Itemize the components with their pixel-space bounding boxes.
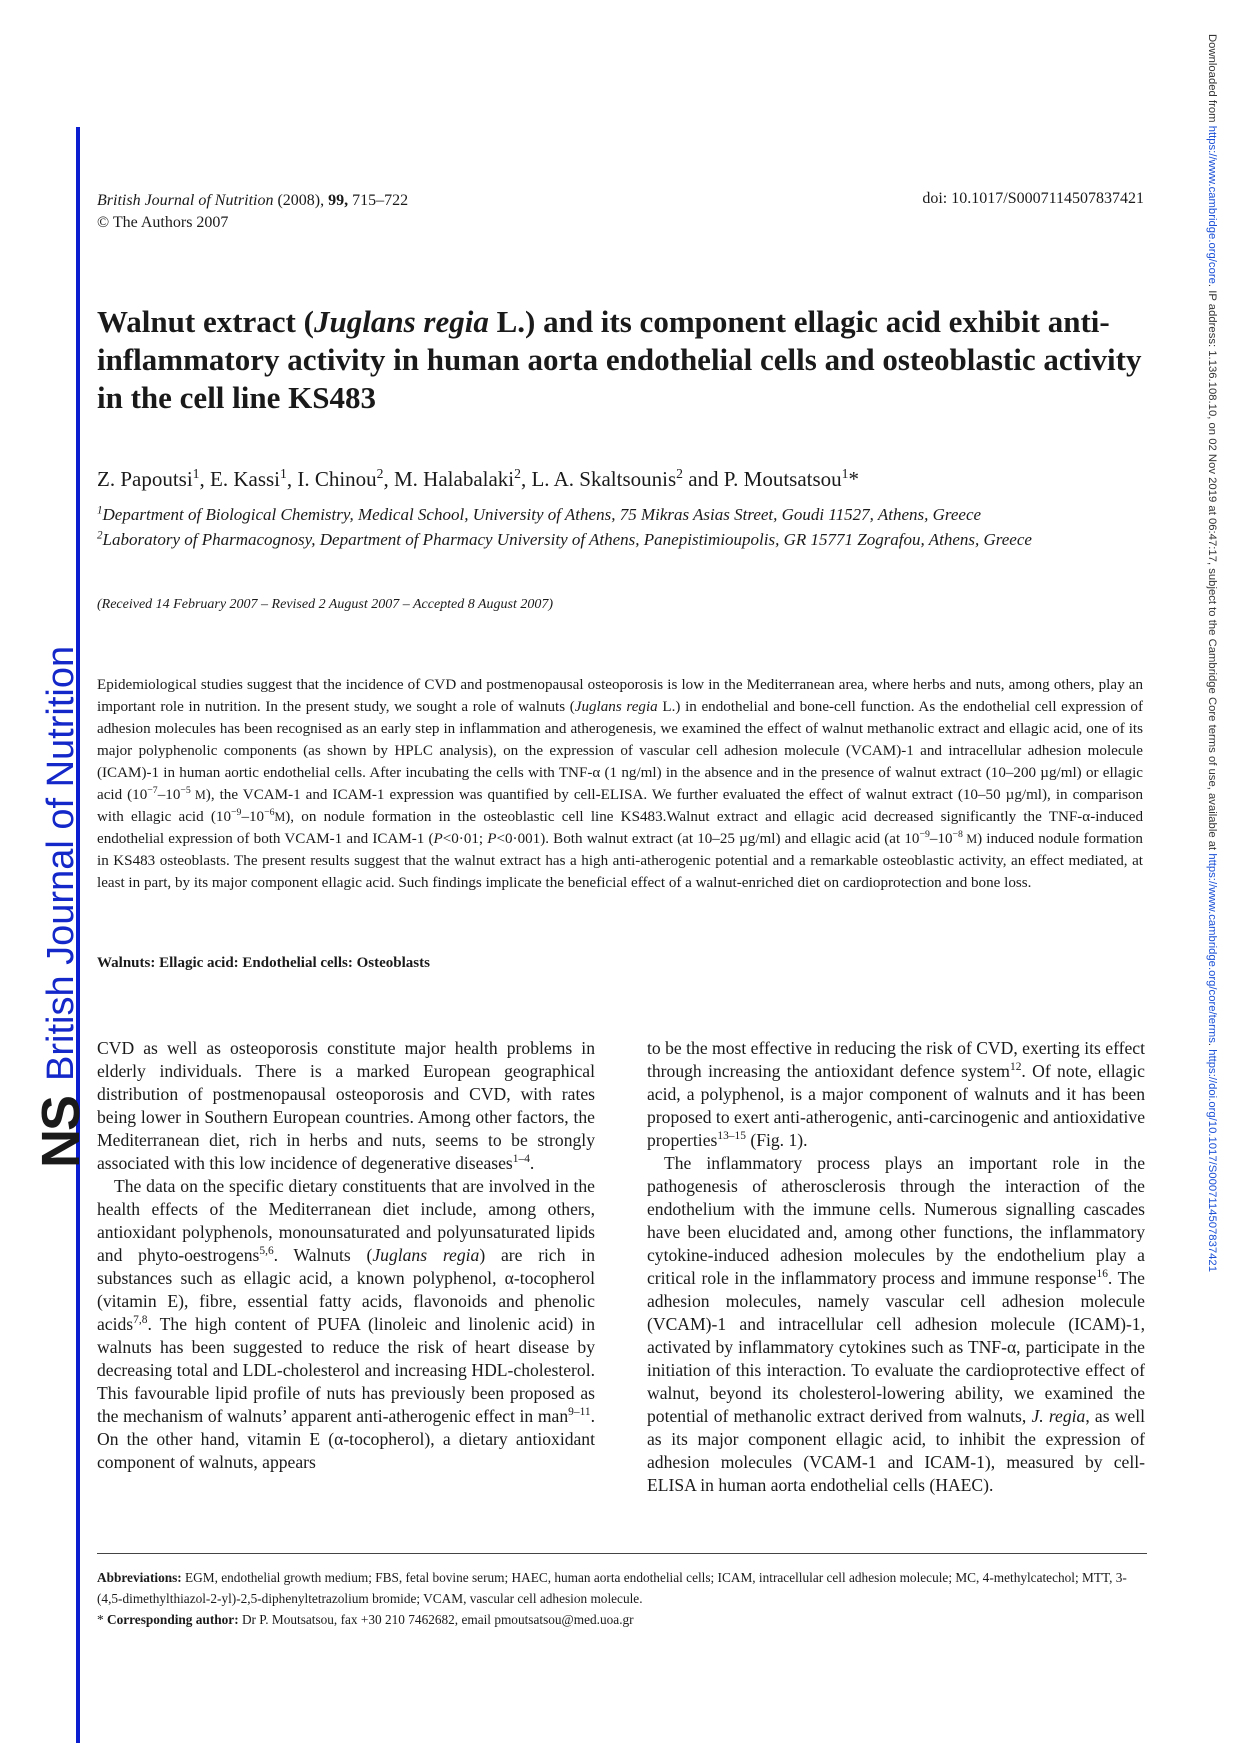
body-column-left — [97, 1037, 595, 1474]
paragraph: The inflammatory process plays an important role in the pathogenesis of atherosclerosis through the interaction of the endothelium with the immune cells. Numerous signalling cascades have been elucidated and, among other functions, the inflammatory cytokine-induced adhesion molecules by the endothelium play a critical role in the inflammatory process and immune response$^{16}$. The adhesion molecules, namely vascular cell adhesion molecule (VCAM)-1 and intracellular cell adhesion molecule (ICAM)-1, activated by inflammatory cytokines such as TNF-α, participate in the initiation of this interaction. To evaluate the cardioprotective effect of walnut, beyond its cholesterol-lowering ability, we examined the potential of methanolic extract derived from walnuts, J. regia, as well as its major component ellagic acid, to inhibit the expression of adhesion molecules (VCAM-1 and ICAM-1), measured by cell-ELISA in human aorta endothelial cells (HAEC). — [647, 1153, 1145, 1495]
keywords: Walnuts: Ellagic acid: Endothelial cells: Osteoblasts — [97, 955, 430, 971]
journal-sidebar-brand — [31, 645, 91, 1168]
author: L. A. Skaltsounis$^2$ and — [531, 466, 724, 491]
terms-link[interactable]: https://www.cambridge.org/core/terms — [1206, 853, 1218, 1043]
paragraph: The data on the specific dietary constituents that are involved in the health effects of the Mediterranean diet include, among others, antioxidant polyphenols, monounsaturated and polyunsaturated lipids and phyto-oestrogens$^{5,6}$. Walnuts (Juglans regia) are rich in substances such as ellagic acid, a known polyphenol, α-tocopherol (vitamin E), fibre, essential fatty acids, flavonoids and phenolic acids$^{7,8}$. The high content of PUFA (linoleic and linolenic acid) in walnuts has been suggested to reduce the risk of heart disease by decreasing total and LDL-cholesterol and increasing HDL-cholesterol. This favourable lipid profile of nuts has previously been proposed as the mechanism of walnuts’ apparent anti-atherogenic effect in man$^{9-11}$. On the other hand, vitamin E (α-tocopherol), a dietary antioxidant component of walnuts, appears — [97, 1176, 595, 1472]
footnotes — [97, 1567, 1147, 1630]
author: M. Halabalaki$^2$, — [394, 466, 532, 491]
sidebar-journal-name: British Journal of Nutrition — [40, 645, 82, 1081]
author: Z. Papoutsi$^1$, — [97, 466, 210, 491]
paragraph: to be the most effective in reducing the risk of CVD, exerting its effect through increasing the antioxidant defence system$^{12}$. Of note, ellagic acid, a polyphenol, is a major component of walnuts and it has been proposed to exert anti-atherogenic, anti-carcinogenic and antioxidative properties$^{13-15}$ (Fig. 1). — [647, 1038, 1145, 1150]
received-dates: (Received 14 February 2007 – Revised 2 August 2007 – Accepted 8 August 2007) — [97, 597, 554, 612]
affiliation-1: $^1$Department of Biological Chemistry, Medical School, University of Athens, 75 Mikras Asias Street, Goudi 11527, Athens, Greece — [97, 504, 982, 524]
affiliation-2: $^2$Laboratory of Pharmacognosy, Department of Pharmacy University of Athens, Panepistimioupolis, GR 15771 Zografou, Athens, Greece — [97, 529, 1032, 549]
paper-title: Walnut extract (Juglans regia L.) and its component ellagic acid exhibit anti-inflammatory activity in human aorta endothelial cells and osteoblastic activity in the cell line KS483 — [97, 304, 1142, 415]
doi-link[interactable]: https://doi.org/10.1017/S0007114507837421 — [1206, 1049, 1218, 1272]
doi-header: doi: 10.1017/S0007114507837421 — [922, 190, 1144, 207]
ns-logo: NS — [31, 1096, 91, 1168]
paragraph: CVD as well as osteoporosis constitute major health problems in elderly individuals. There is a marked European geographical distribution of postmenopausal osteoporosis and CVD, with rates being lower in Southern European countries. Among other factors, the Mediterranean diet, rich in herbs and nuts, seems to be strongly associated with this low incidence of degenerative diseases$^{1-4}$. — [97, 1038, 595, 1173]
core-link[interactable]: https://www.cambridge.org/core — [1206, 125, 1218, 284]
citation-line: British Journal of Nutrition (2008), 99, 715–722 — [97, 192, 409, 209]
author-list — [97, 467, 859, 492]
body-column-right — [647, 1037, 1145, 1497]
copyright-line: © The Authors 2007 — [97, 214, 229, 231]
download-notice: Downloaded from https://www.cambridge.org/core. IP address: 1.136.108.10, on 02 Nov 2019 at 06:47:17, subject to the Cambridge Core terms of use, available at https://www.cambridge.org/core/terms. https://doi.org/10.1017/S0007114507837421 — [1206, 34, 1218, 1272]
footnote-divider — [97, 1553, 1147, 1554]
citation-header — [97, 190, 408, 234]
corresponding-author-note: * Corresponding author: Dr P. Moutsatsou, fax +30 210 7462682, email pmoutsatsou@med.uoa.gr — [97, 1612, 634, 1627]
abstract: Epidemiological studies suggest that the incidence of CVD and postmenopausal osteoporosis is low in the Mediterranean area, where herbs and nuts, among others, play an important role in nutrition. In the present study, we sought a role of walnuts (Juglans regia L.) in endothelial and bone-cell function. As the endothelial cell expression of adhesion molecules has been recognised as an early step in inflammation and atherogenesis, we examined the effect of walnut methanolic extract and ellagic acid, one of its major polyphenolic components (as shown by HPLC analysis), on the expression of vascular cell adhesion molecule (VCAM)-1 and intracellular adhesion molecule (ICAM)-1 in human aortic endothelial cells. After incubating the cells with TNF-α (1 ng/ml) in the absence and in the presence of walnut extract (10–200 µg/ml) or ellagic acid ($10^{-7}-10^{-5}$ M), the VCAM-1 and ICAM-1 expression was quantified by cell-ELISA. We further evaluated the effect of walnut extract (10–50 µg/ml), in comparison with ellagic acid $(10^{-9}-10^{-6}M)$, on nodule formation in the osteoblastic cell line KS483.Walnut extract and ellagic acid decreased significantly the TNF-α-induced endothelial expression of both VCAM-1 and ICAM-1 (P<0·01; P<0·001). Both walnut extract (at 10–25 µg/ml) and ellagic acid (at $10^{-9}-10^{-8}$ M) induced nodule formation in KS483 osteoblasts. The present results suggest that the walnut extract has a high anti-atherogenic potential and a remarkable osteoblastic activity, an effect mediated, at least in part, by its major component ellagic acid. Such findings implicate the beneficial effect of a walnut-enriched diet on cardioprotection and bone loss. — [97, 677, 1144, 891]
author: P. Moutsatsou$^1$* — [723, 466, 859, 491]
author: I. Chinou$^2$, — [297, 466, 394, 491]
abbreviations-note: Abbreviations: EGM, endothelial growth medium; FBS, fetal bovine serum; HAEC, human aorta endothelial cells; ICAM, intracellular cell adhesion molecule; MC, 4-methylcatechol; MTT, 3-(4,5-dimethylthiazol-2-yl)-2,5-diphenyltetrazolium bromide; VCAM, vascular cell adhesion molecule. — [97, 1570, 1127, 1606]
author: E. Kassi$^1$, — [210, 466, 298, 491]
